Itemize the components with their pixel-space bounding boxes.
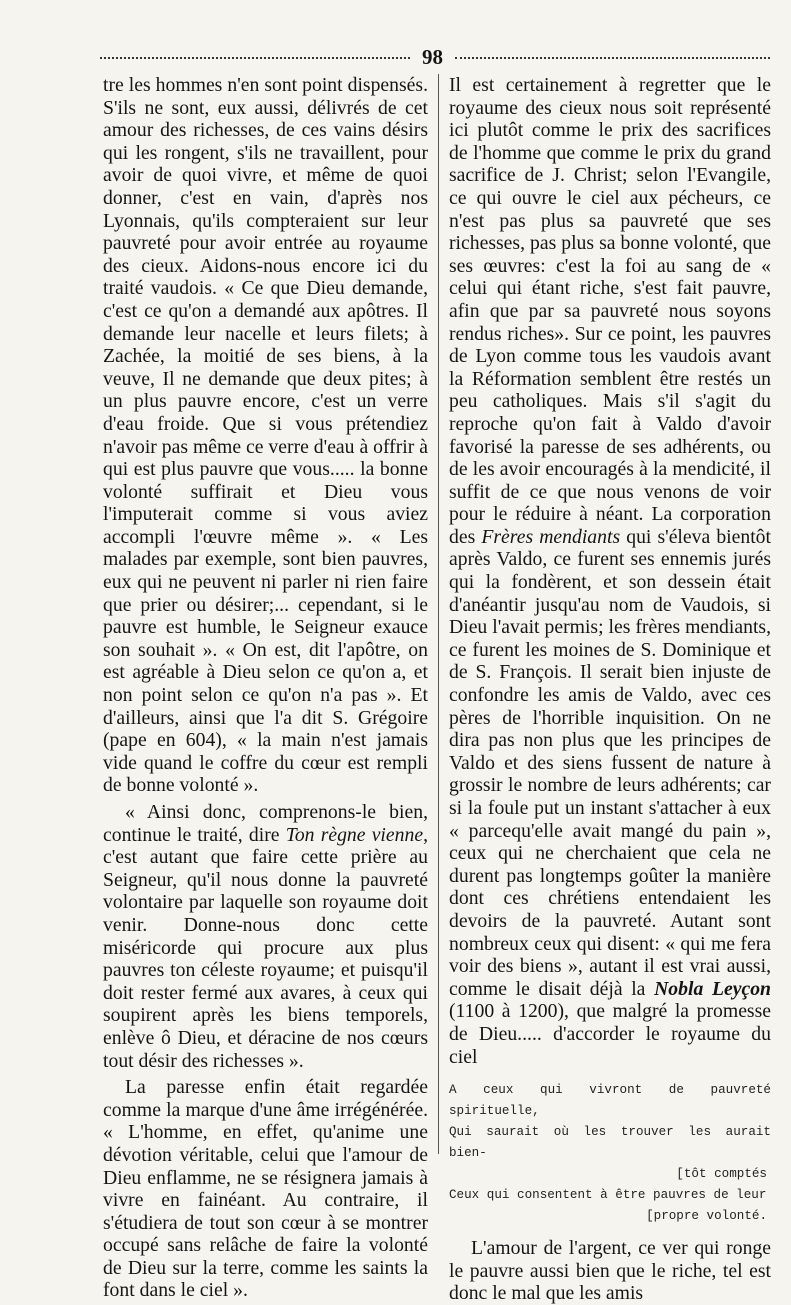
column-divider (438, 74, 439, 1154)
paragraph-text: L'amour de l'argent, ce ver qui ronge le pauvre aussi bien que le riche, tel est donc le mal que les amis (449, 1237, 771, 1305)
page-header (100, 45, 770, 69)
left-column (103, 74, 428, 1302)
paragraph-text: (1100 à 1200), que malgré la promesse de Dieu..... d'accorder le royaume du ciel (449, 1000, 771, 1068)
verse-line-continuation: [tôt comptés (676, 1167, 767, 1182)
verse-line: Ceux qui consentent à être pauvres de leur (449, 1188, 767, 1203)
paragraph (449, 1237, 771, 1305)
paragraph (103, 801, 428, 1072)
right-column (449, 74, 771, 1305)
work-title: Nobla Leyçon (654, 977, 771, 1000)
verse-line: A ceux qui vivront de pauvreté spirituelle, (449, 1083, 771, 1119)
paragraph-text: Il est certainement à regretter que le royaume des cieux nous soit représenté ici plutôt comme le prix des sacrifices de l'homme que comme le prix du grand sacrifice de J. Christ; selon l'Evangile, ce qui ouvre le ciel aux pécheurs, ce n'est pas plus sa pauvreté que ses richesses, pas plus sa bonne volonté, que ses œuvres: c'est la foi au sang de « celui qui étant riche, s'est fait pauvre, afin que par sa pauvreté nous soyons rendus riches». Sur ce point, les pauvres de Lyon comme tous les vaudois avant la Réformation semblent être restés un peu catholiques. Mais s'il s'agit du reproche qu'on fait à Valdo d'avoir favorisé la paresse de ses adhérents, ou de les avoir encouragés à la mendicité, il suffit de ce que nous venons de voir pour le réduire à néant. La corporation des (449, 74, 771, 548)
paragraph-text: tre les hommes n'en sont point dispensés. S'ils ne sont, eux aussi, délivrés de cet amour des richesses, de ces vains désirs qui les rongent, s'ils ne travaillent, pour avoir de quoi vivre, et même de quoi donner, c'est en vain, d'après nos Lyonnais, qu'ils compteraient sur leur pauvreté pour avoir entrée au royaume des cieux. Aidons-nous encore ici du traité vaudois. « Ce que Dieu demande, c'est ce qu'on a demandé aux apôtres. Il demande leur nacelle et leurs filets; à Zachée, la moitié de ses biens, à la veuve, Il ne demande que deux pites; à un plus pauvre encore, c'est un verre d'eau froide. Que si vous prétendiez n'avoir pas même ce verre d'eau à offrir à qui est plus pauvre que vous..... la bonne volonté suffirait et Dieu vous l'imputerait comme si vous aviez accompli l'œuvre même ». « Les malades par exemple, sont bien pauvres, eux qui ne peuvent ni parler ni rien faire que prier ou désirer;... cependant, si le pauvre est humble, le Seigneur exauce son souhait ». « On est, dit l'apôtre, on est agréable à Dieu selon ce qu'on a, et non point selon ce qu'on n'a pas ». Et d'ailleurs, ainsi que l'a dit S. Grégoire (pape en 604), « la main n'est jamais vide quand le coffre du cœur est rempli de bonne volonté ». (103, 74, 428, 797)
paragraph (103, 74, 428, 797)
header-rule-left (100, 57, 410, 59)
italic-term: Frères mendiants (481, 525, 621, 548)
verse-line: Qui saurait où les trouver les aurait bien- (449, 1125, 771, 1161)
paragraph (103, 1076, 428, 1302)
header-rule-right (455, 57, 770, 59)
paragraph-text: La paresse enfin était regardée comme la marque d'une âme irrégénérée. « L'homme, en effet, qu'anime une dévotion véritable, celui que l'amour de Dieu enflamme, ne se résignera jamais à vivre en fainéant. Au contraire, il s'étudiera de tout son cœur à se montrer occupé sans relâche de faire la volonté de Dieu sur la terre, comme les saints la font dans le ciel ». (103, 1076, 428, 1302)
verse-quotation (449, 1080, 771, 1227)
paragraph-text: , c'est autant que faire cette prière au Seigneur, qu'il nous donne la pauvreté volontaire par laquelle son royaume doit venir. Donne-nous donc cette miséricorde qui procure aux plus pauvres ton céleste royaume; et puisqu'il doit rester fermé aux avares, à ceux qui soupirent après les biens temporels, enlève ô Dieu, et déracine de nos cœurs tout désir des richesses ». (103, 823, 428, 1072)
italic-quote: Ton règne vienne (285, 823, 424, 846)
paragraph-text: « Ainsi donc, comprenons-le bien, continue le traité, dire (103, 801, 428, 846)
paragraph (449, 74, 771, 1068)
paragraph-text: qui s'éleva bientôt après Valdo, ce furent ses ennemis jurés qui la fondèrent, et son dessein était d'anéantir jusqu'au nom de Vaudois, si Dieu l'avait permis; les frères mendiants, ce furent les moines de S. Dominique et de S. François. Il serait bien injuste de confondre les amis de Valdo, avec ces pères de l'horrible inquisition. On ne dira pas non plus que les principes de Valdo et des siens fussent de nature à grossir le nombre de leurs adhérents; car si la foule put un instant s'attacher à eux « parcequ'elle avait mangé du pain », ceux qui ne cherchaient que cela ne durent pas longtemps goûter la manière dont ces chrétiens entendaient les devoirs de la pauvreté. Autant sont nombreux ceux qui disent: « qui me fera voir des biens », autant il est vrai aussi, comme le disait déjà la (449, 525, 771, 1000)
verse-line-continuation: [propre volonté. (646, 1209, 767, 1224)
page-number: 98 (422, 45, 443, 69)
